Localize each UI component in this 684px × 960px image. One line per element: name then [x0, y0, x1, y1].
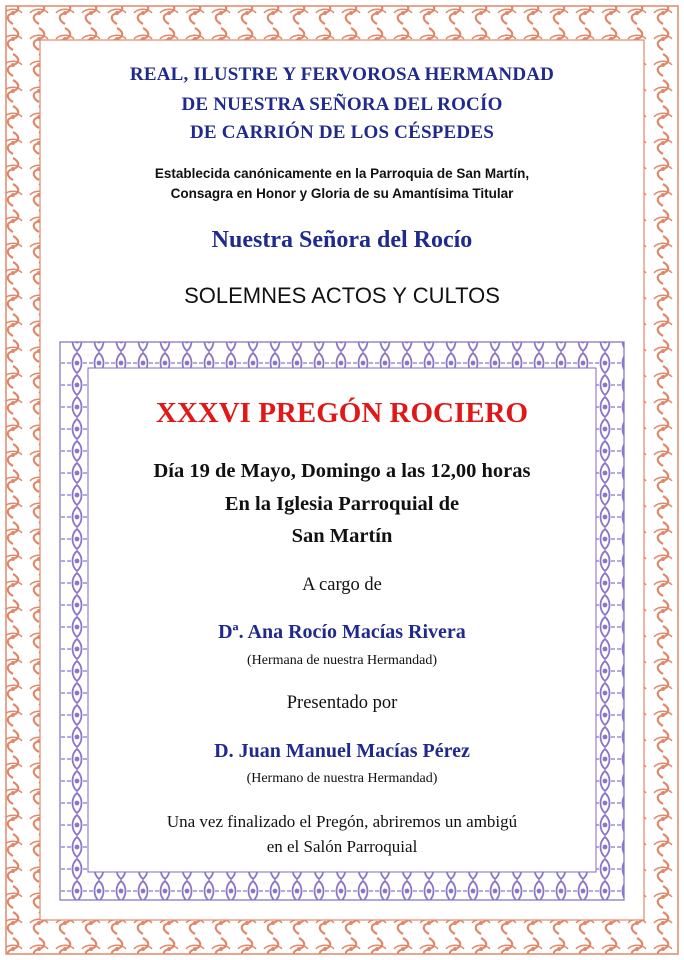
presentado-label: Presentado por — [286, 693, 398, 713]
titular-name: Nuestra Señora del Rocío — [211, 227, 473, 253]
event-date: Día 19 de Mayo, Domingo a las 12,00 horas — [153, 460, 531, 482]
closing-line1: Una vez finalizado el Pregón, abriremos un ambigú — [166, 812, 518, 831]
brotherhood-name-line1: REAL, ILUSTRE Y FERVOROSA HERMANDAD — [129, 64, 555, 85]
presenter-name: D. Juan Manuel Macías Pérez — [214, 740, 470, 762]
event-place-line2: San Martín — [291, 525, 393, 547]
actos-heading: SOLEMNES ACTOS Y CULTOS — [184, 283, 500, 308]
presenter-note: (Hermano de nuestra Hermandad) — [246, 771, 438, 786]
brotherhood-name-line3: DE CARRIÓN DE LOS CÉSPEDES — [190, 122, 494, 143]
a-cargo-label: A cargo de — [302, 575, 382, 595]
event-place-line1: En la Iglesia Parroquial de — [224, 493, 460, 515]
establishment-line1: Establecida canónicamente en la Parroquia de San Martín, — [154, 166, 530, 181]
pregon-title: XXXVI PREGÓN ROCIERO — [155, 397, 529, 429]
brotherhood-name-line2: DE NUESTRA SEÑORA DEL ROCÍO — [181, 94, 503, 115]
speaker-note: (Hermana de nuestra Hermandad) — [246, 653, 438, 668]
establishment-line2: Consagra en Honor y Gloria de su Amantísima Titular — [170, 186, 514, 201]
speaker-name: Dª. Ana Rocío Macías Rivera — [218, 621, 466, 643]
closing-line2: en el Salón Parroquial — [266, 837, 418, 856]
